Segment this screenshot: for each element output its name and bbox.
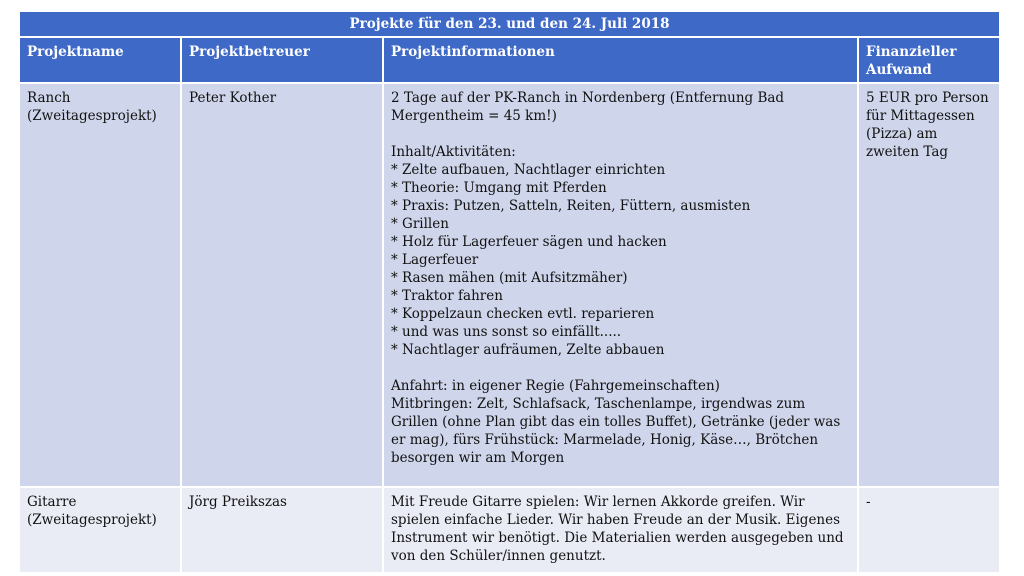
header-row xyxy=(20,38,999,82)
project-name-cell: Gitarre (Zweitagesprojekt) xyxy=(20,488,182,572)
header-cost: Finanzieller Aufwand xyxy=(866,44,957,78)
projects-table xyxy=(20,12,999,572)
cost-cell: - xyxy=(866,494,871,510)
supervisor-cell: Jörg Preikszas xyxy=(182,488,384,572)
project-info-cell: Mit Freude Gitarre spielen: Wir lernen Akkorde greifen. Wir spielen einfache Lieder. Wir haben Freude an der Musik. Eigenes Instrument wir benötigt. Die Materialien werden ausgegeben und von den Schüler/innen genutzt. xyxy=(384,488,859,572)
project-info-cell: 2 Tage auf der PK-Ranch in Nordenberg (Entfernung Bad Mergentheim = 45 km!) Inhalt/Aktivitäten: * Zelte aufbauen, Nachtlager einrichten * Theorie: Umgang mit Pferden * Praxis: Putzen, Satteln, Reiten, Füttern, ausmisten * Grillen * Holz für Lagerfeuer sägen und hacken * Lagerfeuer * Rasen mähen (mit Aufsitzmäher) * Traktor fahren * Koppelzaun checken evtl. reparieren * und was uns sonst so einfällt..... * Nachtlager aufräumen, Zelte abbauen Anfahrt: in eigener Regie (Fahrgemeinschaften) Mitbringen: Zelt, Schlafsack, Taschenlampe, irgendwas zum Grillen (ohne Plan gibt das ein tolles Buffet), Getränke (jeder was er mag), fürs Frühstück: Marmelade, Honig, Käse…, Brötchen besorgen wir am Morgen xyxy=(384,84,859,486)
project-name-cell: Ranch (Zweitagesprojekt) xyxy=(20,84,182,486)
supervisor-cell: Peter Kother xyxy=(182,84,384,486)
header-project-name: Projektname xyxy=(20,38,182,82)
table-title: Projekte für den 23. und den 24. Juli 2018 xyxy=(20,12,999,38)
table-row xyxy=(20,486,999,572)
header-project-info: Projektinformationen xyxy=(384,38,859,82)
header-supervisor: Projektbetreuer xyxy=(182,38,384,82)
cost-cell: 5 EUR pro Person für Mittagessen (Pizza) am zweiten Tag xyxy=(866,90,989,160)
table-row xyxy=(20,82,999,486)
